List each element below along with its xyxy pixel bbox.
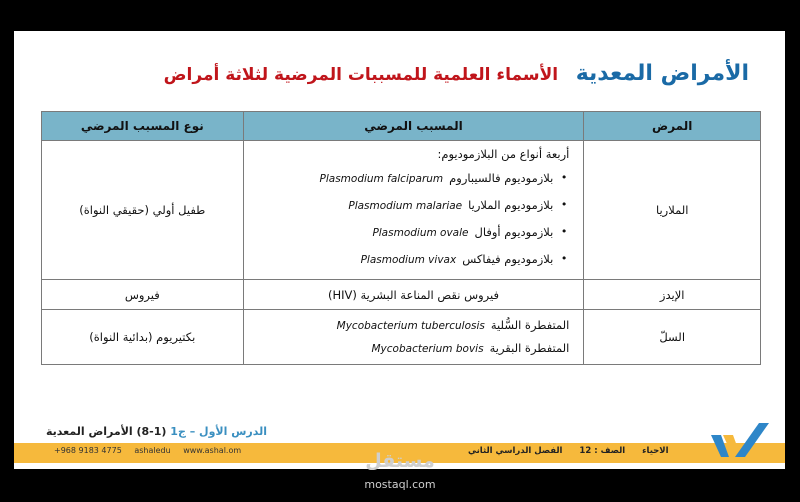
type-malaria: طفيل أولي (حقيقي النواة)	[42, 141, 244, 280]
species-item	[252, 219, 554, 246]
header-agent: المسبب المرضي	[243, 112, 584, 141]
table-row-aids	[42, 280, 761, 310]
species-sci: Plasmodium ovale	[372, 227, 469, 239]
social-handle: ashaledu	[134, 446, 171, 455]
watermark-url: mostaql.com	[364, 478, 436, 491]
species-item	[252, 246, 554, 273]
species-ar: بلازموديوم فالسيباروم	[449, 171, 554, 185]
species-ar: بلازموديوم فيفاكس	[462, 252, 554, 266]
grade-label: الصف : 12	[579, 446, 626, 456]
species-sci: Plasmodium falciparum	[319, 173, 444, 185]
plasmodium-intro: أربعة أنواع من البلازموديوم:	[437, 147, 570, 161]
disease-aids: الإيدز	[584, 280, 761, 310]
header-disease: المرض	[584, 112, 761, 141]
plasmodium-species-list	[252, 165, 570, 273]
species-item	[252, 192, 554, 219]
table-row-malaria	[42, 141, 761, 280]
species-item	[252, 165, 554, 192]
agent-malaria	[243, 141, 584, 280]
tb-agent-sci: Mycobacterium tuberculosis	[336, 320, 485, 332]
species-ar: بلازموديوم أوفال	[474, 225, 554, 239]
species-ar: بلازموديوم الملاريا	[468, 198, 554, 212]
table-header-row	[42, 112, 761, 141]
lesson-part: الدرس الأول – ج1	[170, 425, 267, 438]
disease-malaria: الملاريا	[584, 141, 761, 280]
table-row-tb	[42, 310, 761, 365]
tb-agent-line	[252, 314, 570, 337]
type-aids: فيروس	[42, 280, 244, 310]
type-tb: بكتيريوم (بدائية النواة)	[42, 310, 244, 365]
header-agent-type: نوع المسبب المرضي	[42, 112, 244, 141]
tb-agent-sci: Mycobacterium bovis	[371, 343, 484, 355]
diseases-table	[41, 111, 761, 365]
sub-title: الأسماء العلمية للمسببات المرضية لثلاثة أمراض	[163, 65, 559, 85]
main-title: الأمراض المعدية	[575, 61, 749, 86]
semester-label: الفصل الدراسي الثاني	[468, 446, 563, 456]
disease-tb: السلّ	[584, 310, 761, 365]
tb-agent-ar: المتفطرة السُّلية	[490, 318, 570, 332]
subject-label: الاحياء	[642, 446, 669, 456]
lesson-reference	[46, 425, 267, 438]
slide-title	[164, 61, 749, 86]
website-link: www.ashal.om	[183, 446, 242, 455]
species-sci: Plasmodium vivax	[360, 254, 457, 266]
agent-aids: فيروس نقص المناعة البشرية (HIV)	[243, 280, 584, 310]
agent-tb	[243, 310, 584, 365]
lesson-title: (1-8) الأمراض المعدية	[46, 425, 167, 438]
watermark-arabic: مستقل	[365, 450, 435, 472]
phone-number: +968 9183 4775	[54, 446, 122, 455]
species-sci: Plasmodium malariae	[348, 200, 463, 212]
tb-agent-ar: المتفطرة البقرية	[489, 341, 570, 355]
tb-agent-line	[252, 337, 570, 360]
slide	[14, 31, 785, 469]
